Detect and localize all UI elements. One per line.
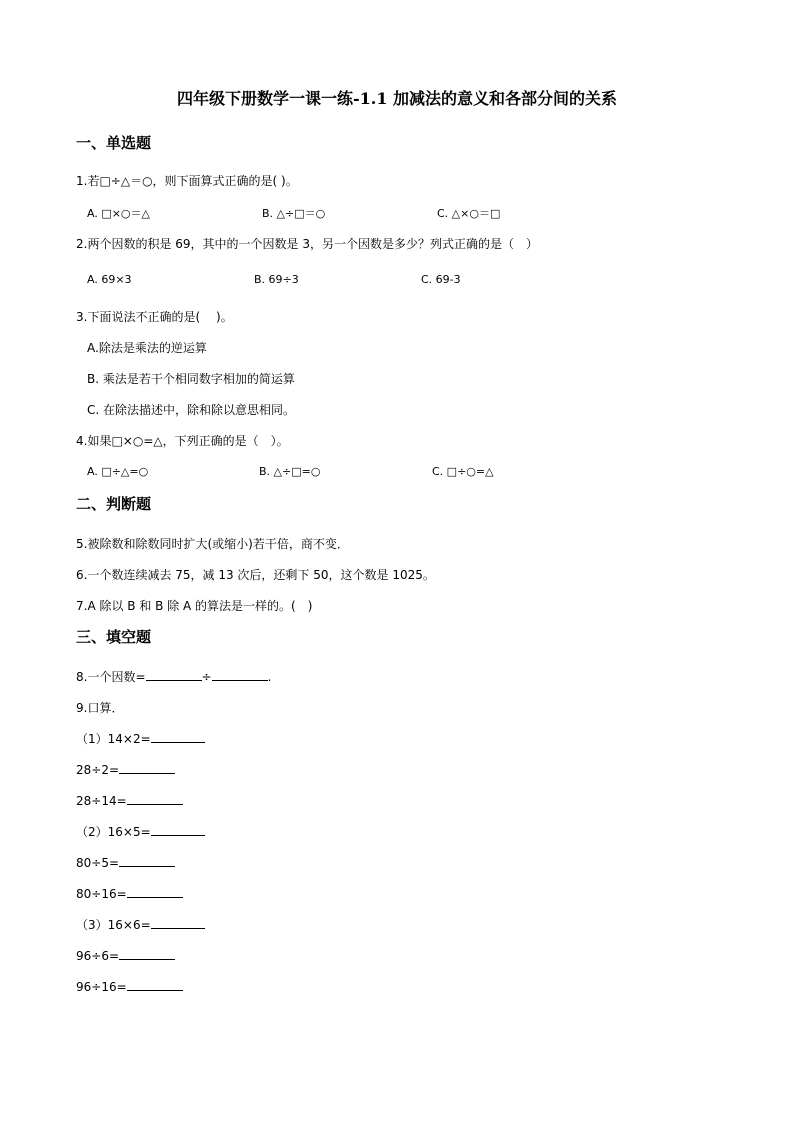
q9-item-label: 28÷2= bbox=[76, 763, 120, 777]
q9-item bbox=[76, 854, 175, 870]
q4-option-c: C. □÷○=△ bbox=[432, 465, 494, 478]
section-fill-in: 三、填空题 bbox=[76, 628, 152, 646]
q9-item-label: （2）16×5= bbox=[76, 825, 151, 839]
q2-option-b: B. 69÷3 bbox=[254, 273, 299, 286]
section-single-choice: 一、单选题 bbox=[76, 134, 152, 152]
q4-option-a: A. □÷△=○ bbox=[87, 465, 149, 478]
q9-item-label: 96÷6= bbox=[76, 949, 120, 963]
q9-item-blank[interactable] bbox=[127, 792, 183, 805]
q8-suffix: . bbox=[267, 670, 272, 684]
q9-item-blank[interactable] bbox=[127, 978, 183, 991]
page-title: 四年级下册数学一课一练-1.1 加减法的意义和各部分间的关系 bbox=[176, 89, 618, 108]
q9-item bbox=[76, 730, 205, 747]
q8-blank-1[interactable] bbox=[146, 668, 202, 681]
q8-blank-2[interactable] bbox=[212, 668, 268, 681]
q9-item-blank[interactable] bbox=[119, 854, 175, 867]
q9-item-blank[interactable] bbox=[151, 730, 205, 743]
q2-option-a: A. 69×3 bbox=[87, 273, 132, 286]
question-4: 4.如果□×○=△，下列正确的是（ ）。 bbox=[76, 434, 289, 448]
q3-option-a: A.除法是乘法的逆运算 bbox=[87, 341, 207, 355]
question-8 bbox=[76, 668, 271, 685]
q1-option-c: C. △×○＝□ bbox=[437, 207, 501, 220]
q9-item-blank[interactable] bbox=[151, 916, 205, 929]
q9-item-blank[interactable] bbox=[127, 885, 183, 898]
question-7: 7.A 除以 B 和 B 除 A 的算法是一样的。( ) bbox=[76, 599, 313, 613]
q8-divide-sign: ÷ bbox=[201, 670, 212, 684]
q3-option-b: B. 乘法是若干个相同数字相加的简运算 bbox=[87, 372, 295, 386]
q9-item-label: 96÷16= bbox=[76, 980, 127, 994]
q4-option-b: B. △÷□=○ bbox=[259, 465, 321, 478]
question-5: 5.被除数和除数同时扩大(或缩小)若干倍，商不变． bbox=[76, 537, 349, 551]
q3-option-c: C. 在除法描述中，除和除以意思相同。 bbox=[87, 403, 296, 417]
q9-item bbox=[76, 761, 175, 777]
q9-item bbox=[76, 792, 183, 808]
q9-item bbox=[76, 916, 205, 933]
q9-item bbox=[76, 823, 205, 840]
q2-option-c: C. 69-3 bbox=[421, 273, 461, 286]
q9-item bbox=[76, 978, 183, 994]
q9-item-label: （1）14×2= bbox=[76, 732, 151, 746]
q9-item-label: 28÷14= bbox=[76, 794, 127, 808]
q9-item bbox=[76, 885, 183, 901]
question-9: 9.口算． bbox=[76, 701, 124, 715]
q9-item bbox=[76, 947, 175, 963]
q9-item-label: （3）16×6= bbox=[76, 918, 151, 932]
question-2: 2.两个因数的积是 69，其中的一个因数是 3，另一个因数是多少？列式正确的是（ ） bbox=[76, 237, 538, 251]
question-6: 6.一个数连续减去 75，减 13 次后，还剩下 50，这个数是 1025。 bbox=[76, 568, 435, 582]
q9-item-blank[interactable] bbox=[119, 947, 175, 960]
q9-item-blank[interactable] bbox=[151, 823, 205, 836]
q1-option-b: B. △÷□＝○ bbox=[262, 207, 326, 220]
q9-item-blank[interactable] bbox=[119, 761, 175, 774]
q9-item-label: 80÷16= bbox=[76, 887, 127, 901]
q9-item-label: 80÷5= bbox=[76, 856, 120, 870]
question-3: 3.下面说法不正确的是( )。 bbox=[76, 310, 233, 324]
question-1: 1.若□÷△＝○，则下面算式正确的是( )。 bbox=[76, 174, 298, 188]
section-true-false: 二、判断题 bbox=[76, 495, 152, 513]
q1-option-a: A. □×○＝△ bbox=[87, 207, 150, 220]
q8-prefix: 8.一个因数= bbox=[76, 670, 146, 684]
